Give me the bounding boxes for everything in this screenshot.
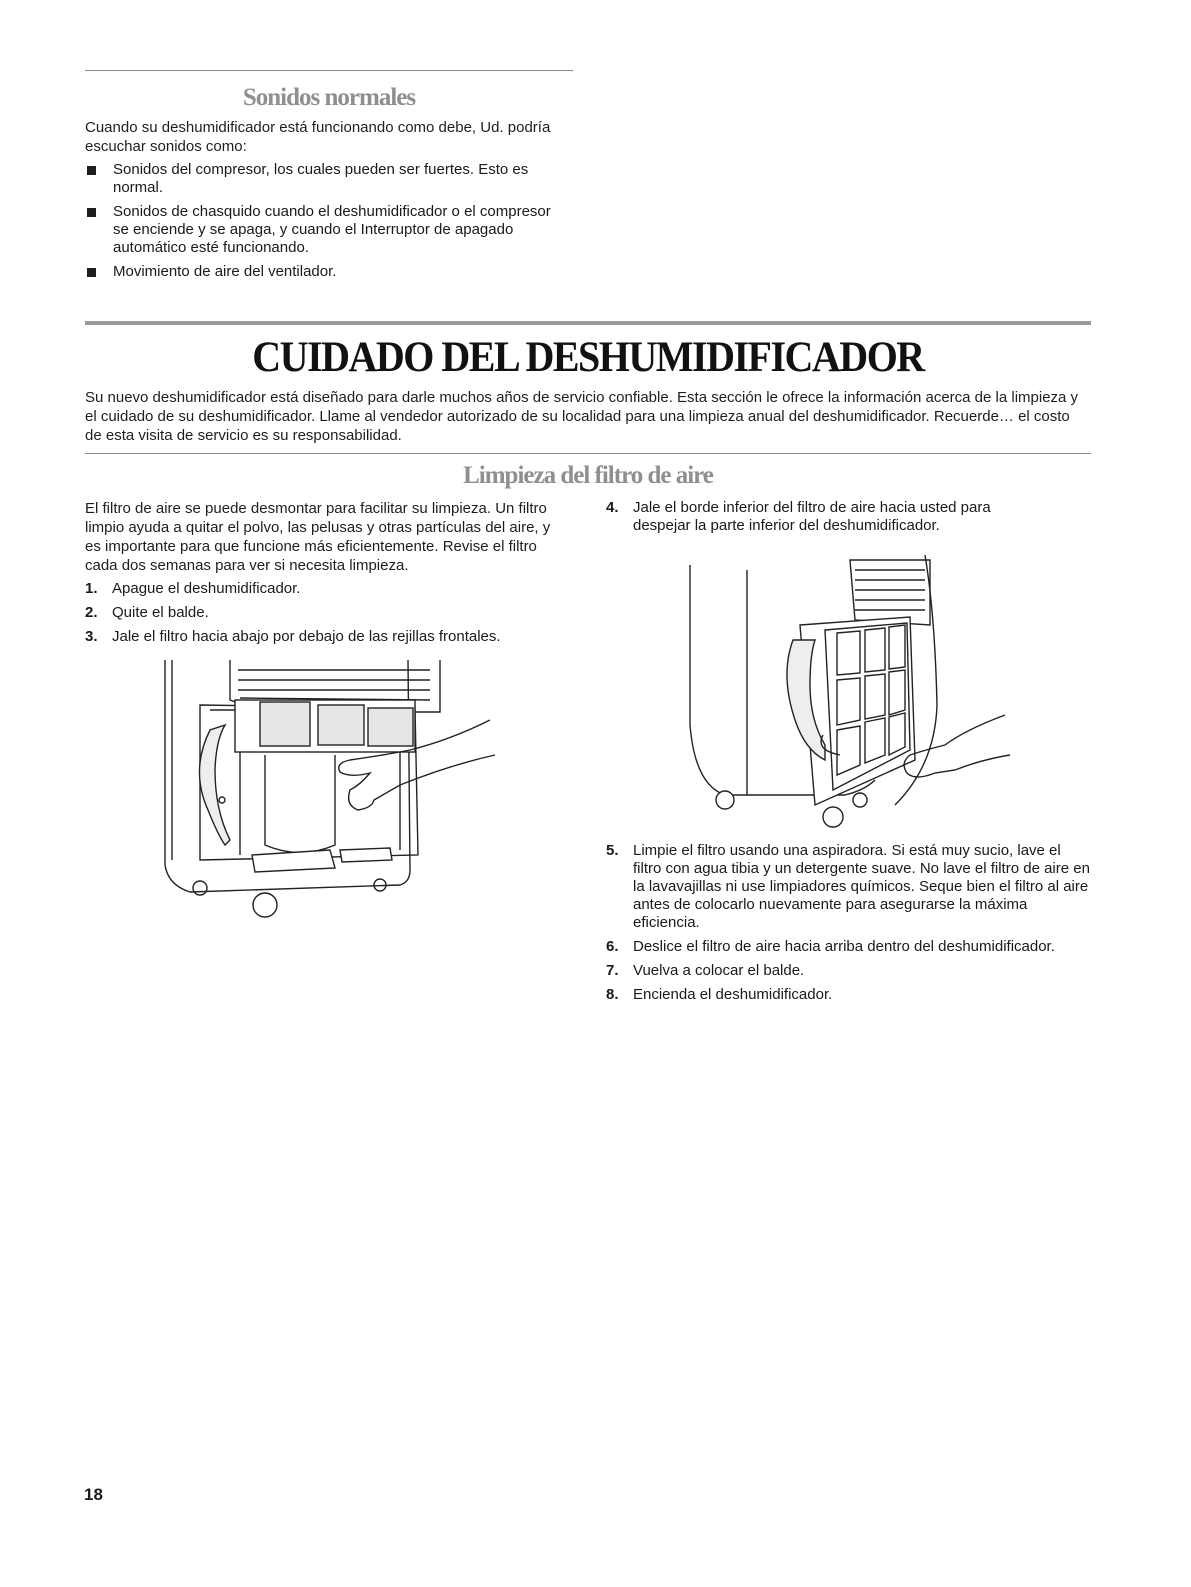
filter-removal-illustration (160, 660, 500, 925)
top-rule (85, 70, 573, 71)
limpieza-intro: El filtro de aire se puede desmontar para facilitar su limpieza. Un filtro limpio ayuda a quitar el polvo, las pelusas y otras partículas del aire, y es importante para que funcione más eficientemente. Revise el filtro cada dos semanas para ver si necesita limpieza. (85, 500, 551, 574)
list-item: Sonidos de chasquido cuando el deshumidificador o el compresor se enciende y se apaga, y cuando el Interruptor de apagado automático esté funcionando. (85, 203, 565, 257)
list-item: 4. Jale el borde inferior del filtro de aire hacia usted para despejar la parte inferior del deshumidificador. (606, 499, 991, 534)
list-item: 5. Limpie el filtro usando una aspiradora. Si está muy sucio, lave el filtro con agua tibia y un detergente suave. No lave el filtro de aire en la lavavajillas ni use limpiadores químicos. Seque bien el filtro al aire antes de colocarlo nuevamente para asegurarse la máxima eficiencia. (606, 842, 1090, 931)
step-4-list (606, 499, 1046, 541)
sonidos-bullet-list (85, 161, 565, 287)
section-rule-thick (85, 321, 1091, 325)
limpieza-heading: Limpieza del filtro de aire (463, 462, 713, 489)
list-item: 8. Encienda el deshumidificador. (606, 986, 833, 1003)
cuidado-intro: Su nuevo deshumidificador está diseñado para darle muchos años de servicio confiable. Esta sección le ofrece la información acerca de la limpieza y el cuidado de su deshumidificador. Llame al vendedor autorizado de su localidad para una limpieza anual del deshumidificador. Recuerde… el costo de esta visita de servicio es su responsabilidad. (85, 389, 1079, 444)
bullet-square-icon (87, 208, 96, 217)
list-item: Movimiento de aire del ventilador. (85, 263, 565, 281)
list-item: Sonidos del compresor, los cuales pueden ser fuertes. Esto es normal. (85, 161, 565, 197)
list-item: 3. Jale el filtro hacia abajo por debajo de las rejillas frontales. (85, 628, 501, 645)
bullet-square-icon (87, 166, 96, 175)
page-title: CUIDADO DEL DESHUMIDIFICADOR (252, 332, 924, 381)
sonidos-intro: Cuando su deshumidificador está funcionando como debe, Ud. podría escuchar sonidos como: (85, 119, 551, 155)
list-item: 1. Apague el deshumidificador. (85, 580, 301, 597)
page-number: 18 (84, 1485, 103, 1504)
section-rule (85, 453, 1091, 454)
steps-right-list (606, 842, 1091, 1010)
filter-pull-out-illustration (685, 555, 1015, 830)
list-item: 2. Quite el balde. (85, 604, 209, 621)
sonidos-heading: Sonidos normales (242, 84, 416, 111)
bullet-square-icon (87, 268, 96, 277)
list-item: 6. Deslice el filtro de aire hacia arriba dentro del deshumidificador. (606, 938, 1055, 955)
list-item: 7. Vuelva a colocar el balde. (606, 962, 805, 979)
steps-left-list (85, 580, 570, 652)
